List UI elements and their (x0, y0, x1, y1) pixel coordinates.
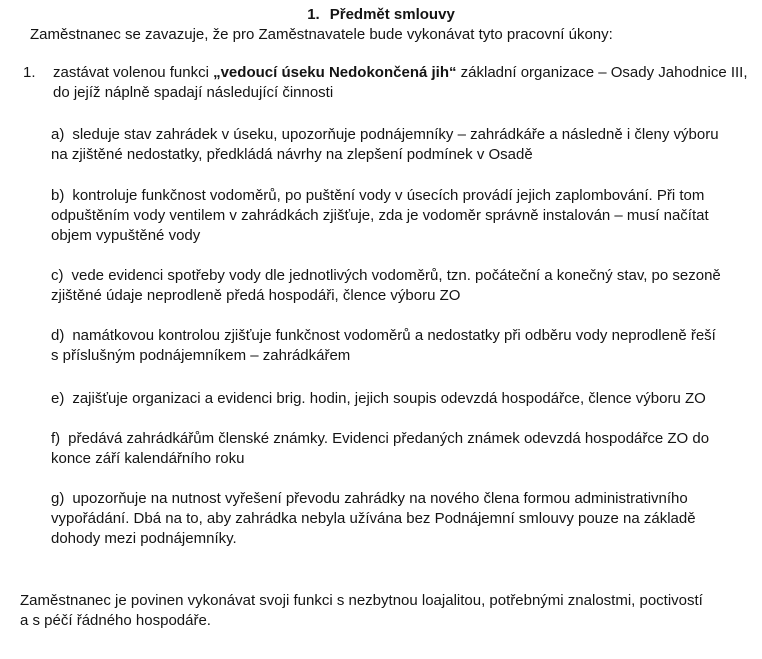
subitem-letter: b) (51, 187, 65, 204)
item-prefix: zastávat volenou funkci (53, 64, 214, 81)
subitem-a (51, 125, 746, 165)
subitem-line: objem vypuštěné vody (51, 227, 201, 244)
function-name: „vedoucí úseku Nedokončená jih“ (213, 64, 457, 81)
closing-line: Zaměstnanec je povinen vykonávat svoji funkci s nezbytnou loajalitou, potřebnými znalostmi, poctivostí (20, 592, 703, 609)
subitem-line (51, 389, 746, 409)
subitem-line (51, 186, 746, 206)
numbered-item-1 (23, 63, 748, 103)
subitem-text: zajišťuje organizaci a evidenci brig. hodin, jejich soupis odevzdá hospodářce, člence výboru ZO (72, 390, 706, 407)
subitem-text: namátkovou kontrolou zjišťuje funkčnost vodoměrů a nedostatky při odběru vody neprodleně řeší (72, 327, 716, 344)
section-number: 1. (307, 6, 320, 23)
item-line-2: do jejíž náplně spadají následující činnosti (53, 84, 334, 101)
subitem-text: kontroluje funkčnost vodoměrů, po puštění vody v úsecích provádí jejich zaplombování. Při tom (72, 187, 705, 204)
section-title: Předmět smlouvy (329, 6, 455, 23)
subitem-line (51, 489, 746, 509)
subitem-line: konce září kalendářního roku (51, 450, 245, 467)
item-line-1 (53, 63, 748, 83)
subitem-e (51, 389, 746, 409)
subitem-text: upozorňuje na nutnost vyřešení převodu zahrádky na nového člena formou administrativního (72, 490, 688, 507)
section-heading (0, 5, 762, 25)
subitem-text: předává zahrádkářům členské známky. Evidenci předaných známek odevzdá hospodářce ZO do (68, 430, 710, 447)
subitem-line (51, 125, 746, 145)
subitem-line (51, 429, 746, 449)
subitem-line: zjištěné údaje neprodleně předá hospodáři, člence výboru ZO (51, 287, 461, 304)
subitem-line: dohody mezi podnájemníky. (51, 530, 237, 547)
subitem-letter: f) (51, 430, 61, 447)
closing-paragraph (20, 591, 750, 631)
subitem-line (51, 326, 746, 346)
item-suffix: základní organizace – Osady Jahodnice III, (456, 64, 748, 81)
subitem-letter: a) (51, 126, 65, 143)
subitem-letter: e) (51, 390, 65, 407)
subitem-text: vede evidenci spotřeby vody dle jednotlivých vodoměrů, tzn. počáteční a konečný stav, po sezoně (71, 267, 721, 284)
subitem-c (51, 266, 746, 306)
subitem-g (51, 489, 746, 549)
subitem-letter: g) (51, 490, 65, 507)
subitem-line: s příslušným podnájemníkem – zahrádkářem (51, 347, 351, 364)
subitem-line: na zjištěné nedostatky, předkládá návrhy na zlepšení podmínek v Osadě (51, 146, 533, 163)
subitem-text: sleduje stav zahrádek v úseku, upozorňuje podnájemníky – zahrádkáře a následně i členy výboru (72, 126, 719, 143)
item-number: 1. (23, 64, 36, 81)
subitem-letter: d) (51, 327, 65, 344)
subitem-line: vypořádání. Dbá na to, aby zahrádka nebyla užívána bez Podnájemní smlouvy pouze na základě (51, 510, 696, 527)
subitem-line: odpuštěním vody ventilem v zahrádkách zjišťuje, zda je vodoměr správně instalován – musí načítat (51, 207, 709, 224)
closing-line: a s péčí řádného hospodáře. (20, 612, 211, 629)
intro-paragraph: Zaměstnanec se zavazuje, že pro Zaměstnavatele bude vykonávat tyto pracovní úkony: (30, 26, 613, 43)
subitem-f (51, 429, 746, 469)
item-text (53, 63, 748, 103)
subitem-b (51, 186, 746, 246)
subitem-d (51, 326, 746, 366)
subitem-letter: c) (51, 267, 64, 284)
subitem-line (51, 266, 746, 286)
